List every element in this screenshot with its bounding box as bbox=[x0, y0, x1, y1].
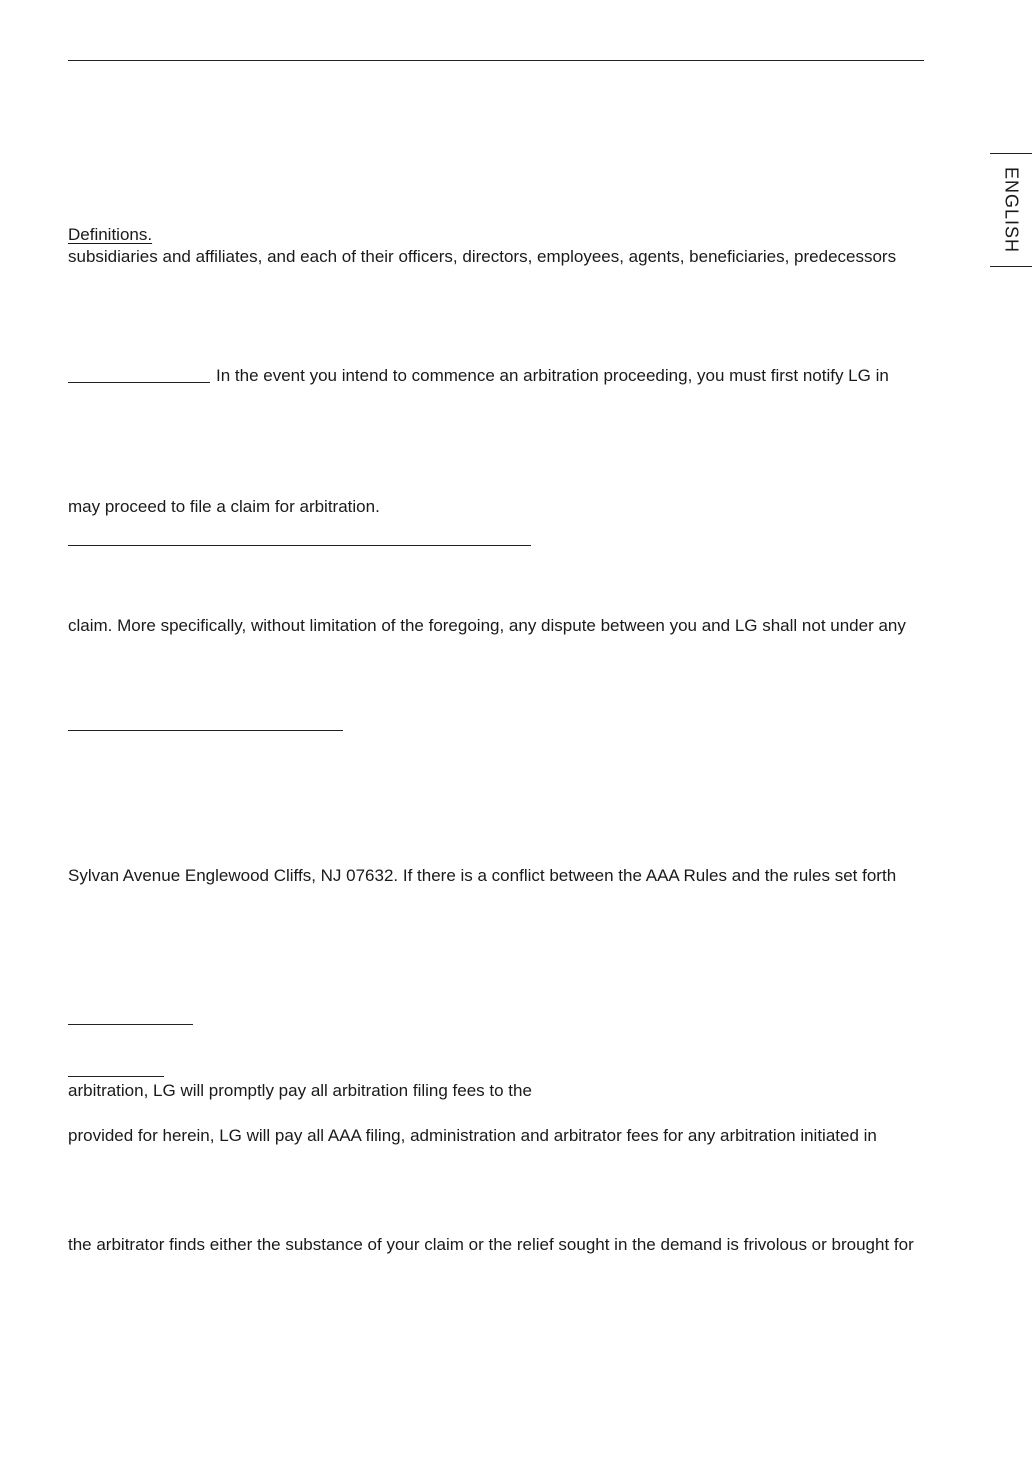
body-line-provided: provided for herein, LG will pay all AAA filing, administration and arbitrator fees for any arbitration initiated in bbox=[68, 1126, 877, 1145]
section-rule-2 bbox=[68, 730, 343, 731]
section-rule-4 bbox=[68, 1076, 164, 1077]
body-line-subsidiaries: subsidiaries and affiliates, and each of their officers, directors, employees, agents, beneficiaries, predecessors bbox=[68, 247, 897, 266]
body-line-sylvan: Sylvan Avenue Englewood Cliffs, NJ 07632. If there is a conflict between the AAA Rules and the rules set forth bbox=[68, 866, 897, 885]
body-line-notice: In the event you intend to commence an arbitration proceeding, you must first notify LG in bbox=[216, 366, 889, 385]
language-tab-label: ENGLISH bbox=[1001, 166, 1022, 254]
notice-heading-rule bbox=[68, 382, 210, 383]
body-line-claim: claim. More specifically, without limitation of the foregoing, any dispute between you and LG shall not under any bbox=[68, 616, 906, 635]
definitions-heading: Definitions. bbox=[68, 225, 153, 244]
section-rule-3 bbox=[68, 1024, 193, 1025]
body-line-proceed: may proceed to file a claim for arbitration. bbox=[68, 497, 380, 516]
body-line-frivolous: the arbitrator finds either the substance of your claim or the relief sought in the demand is frivolous or brought for bbox=[68, 1235, 914, 1254]
body-line-arbitration-fees: arbitration, LG will promptly pay all arbitration filing fees to the bbox=[68, 1081, 532, 1100]
language-tab bbox=[990, 153, 1032, 267]
section-rule-1 bbox=[68, 545, 531, 546]
header-rule bbox=[68, 60, 924, 61]
